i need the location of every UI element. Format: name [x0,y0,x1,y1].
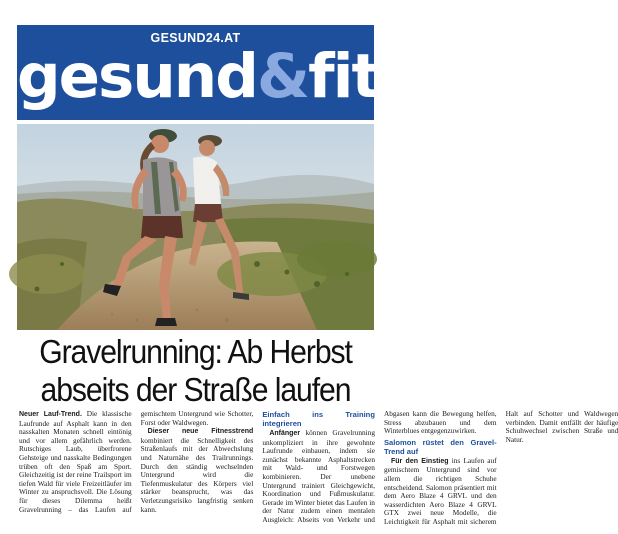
subheading-2: Salomon rüstet den Gravel-Trend auf [383,437,497,456]
paragraph-text-2: kombiniert die Schnelligkeit des Straßenlaufs mit der Abwechslung und Naturnähe des Trailrunnings. Durch den ständig wechselnden Untergrund wird die Tiefenmuskulatur des Körpers viel stärker beansprucht, was das Verletzungsrisiko langfristig senken kann. [140,435,254,514]
logo-part-fit: fit [308,41,379,112]
article-paragraph-2 [141,427,254,514]
masthead [17,25,379,120]
headline [17,334,374,410]
paragraph-text-4: ins Laufen auf gemischtem Untergrund sind vor allem die richtigen Schuhe entscheidend. Salomon präsentiert mit dem Aero Blaze 4 GRVL und den wasserdichten Aero Blaze 4 GRVL GTX zwei neue Modelle, die Leichtigkeit für Asphalt mit sicherem Halt auf Schotter und Waldwegen verbinden. Damit entfällt der häufige Schuhwechsel zwischen Straße und Natur. [383,409,618,526]
section-logo [17,39,379,115]
lead-in-4: Für den Einstieg [390,457,449,465]
runners-illustration [17,124,374,330]
headline-line-2: abseits der Straße laufen [40,372,351,409]
paragraph-text-1: Die klassische Laufrunde auf Asphalt kann in den nasskalten Monaten schnell eintönig und vor allem gefährlich werden. Rutschiges Laub, überfrorene Gehsteige und nasskalte Bedingungen trüben oft den Spaß am Sport. Gleichzeitig ist der reine Trailsport im tiefen Wald für viele Freizeitläufer im Winter zu anspruchsvoll. Die Lösung für dieses Dilemma heißt Gravelrunning – das Laufen auf gemischtem Untergrund wie Schotter, Forst oder Waldwegen. [19,409,254,514]
lead-in-3: Anfänger [269,430,301,437]
article-body [19,409,618,528]
logo-ampersand: & [256,41,309,112]
lead-in-1: Neuer Lauf-Trend. [19,411,82,418]
subheading-1: Einfach ins Training integrieren [262,410,375,428]
headline-line-1: Gravelrunning: Ab Herbst [39,334,352,371]
paragraph-text-3: können Gravelrunning unkompliziert in ihre gewohnte Laufrunde einbauen, indem sie zunächst bekannte Asphaltstrecken mit Wald- und Forstwegen kombinieren. Der unebene Untergrund trainiert Gleichgewicht, Koordination und Fußmuskulatur. Gerade im Winter bietet das Laufen in der Natur zudem einen mentalen Ausgleich: Abseits von Verkehr und Abgasen kann die Bewegung helfen, Stress abzubauen und dem Winterblues entgegenzuwirken. [262,409,497,524]
site-name[interactable]: GESUND24.AT [150,31,241,45]
hero-photo [17,124,374,330]
lead-in-2: Dieser neue Fitnesstrend [147,428,254,436]
logo-part-gesund: gesund [17,41,257,112]
